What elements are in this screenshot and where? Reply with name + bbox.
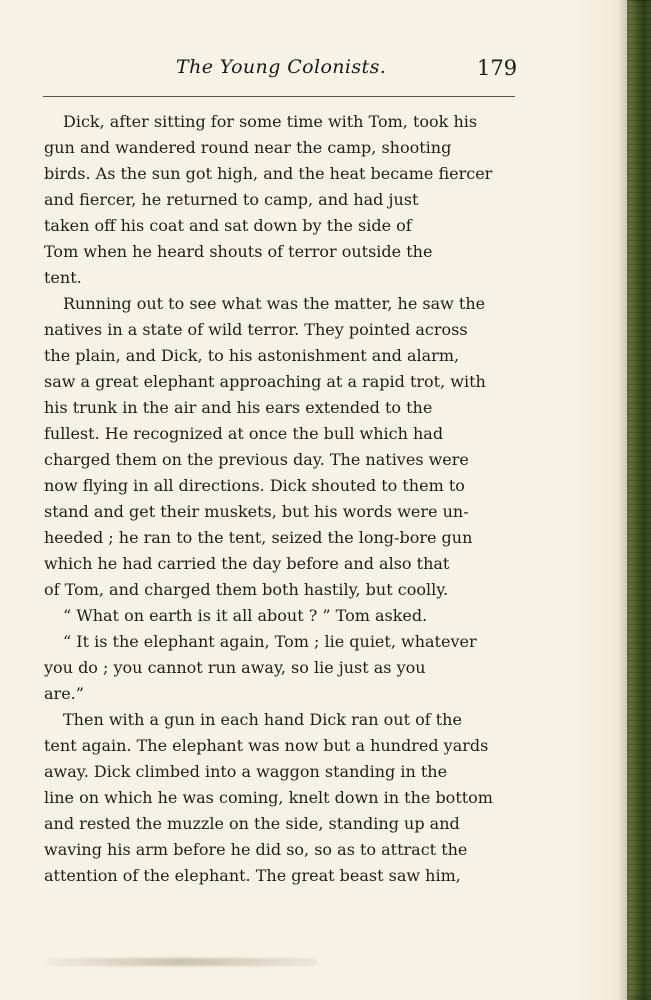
- text-line: Tom when he heard shouts of terror outside the: [44, 242, 433, 261]
- text-line: which he had carried the day before and also that: [44, 554, 450, 573]
- running-title: The Young Colonists.: [176, 56, 387, 78]
- text-line: natives in a state of wild terror. They pointed across: [44, 320, 468, 339]
- text-line: tent.: [44, 268, 82, 287]
- text-line: waving his arm before he did so, so as to attract the: [44, 840, 468, 859]
- page-number: 179: [477, 56, 518, 80]
- page-header: [0, 50, 600, 94]
- text-line: and fiercer, he returned to camp, and had just: [44, 190, 419, 209]
- text-line: stand and get their muskets, but his words were un-: [44, 502, 469, 521]
- text-line: you do ; you cannot run away, so lie just as you: [44, 658, 426, 677]
- text-line: birds. As the sun got high, and the heat became fiercer: [44, 164, 493, 183]
- text-line: Running out to see what was the matter, he saw the: [63, 294, 486, 313]
- page-smudge: [45, 958, 317, 966]
- text-line: heeded ; he ran to the tent, seized the long-bore gun: [44, 528, 473, 547]
- text-line: “ What on earth is it all about ? ” Tom asked.: [63, 606, 428, 625]
- text-line: charged them on the previous day. The natives were: [44, 450, 469, 469]
- text-line: and rested the muzzle on the side, standing up and: [44, 814, 460, 833]
- text-line: are.”: [44, 684, 84, 703]
- text-line: fullest. He recognized at once the bull which had: [44, 424, 444, 443]
- text-line: gun and wandered round near the camp, shooting: [44, 138, 452, 157]
- body-text: [44, 109, 513, 889]
- text-line: now flying in all directions. Dick shouted to them to: [44, 476, 465, 495]
- text-line: tent again. The elephant was now but a hundred yards: [44, 736, 489, 755]
- text-line: Then with a gun in each hand Dick ran out of the: [63, 710, 462, 729]
- text-line: Dick, after sitting for some time with Tom, took his: [63, 112, 478, 131]
- page-gutter-shadow: [617, 0, 627, 1000]
- text-line: his trunk in the air and his ears extended to the: [44, 398, 433, 417]
- text-line: “ It is the elephant again, Tom ; lie quiet, whatever: [63, 632, 477, 651]
- text-line: the plain, and Dick, to his astonishment and alarm,: [44, 346, 460, 365]
- book-binding: [627, 0, 651, 1000]
- text-line: saw a great elephant approaching at a rapid trot, with: [44, 372, 486, 391]
- text-line: attention of the elephant. The great beast saw him,: [44, 866, 461, 885]
- header-rule: [43, 96, 515, 97]
- text-line: line on which he was coming, knelt down in the bottom: [44, 788, 493, 807]
- text-line: taken off his coat and sat down by the side of: [44, 216, 412, 235]
- text-line: away. Dick climbed into a waggon standing in the: [44, 762, 448, 781]
- text-line: of Tom, and charged them both hastily, but coolly.: [44, 580, 449, 599]
